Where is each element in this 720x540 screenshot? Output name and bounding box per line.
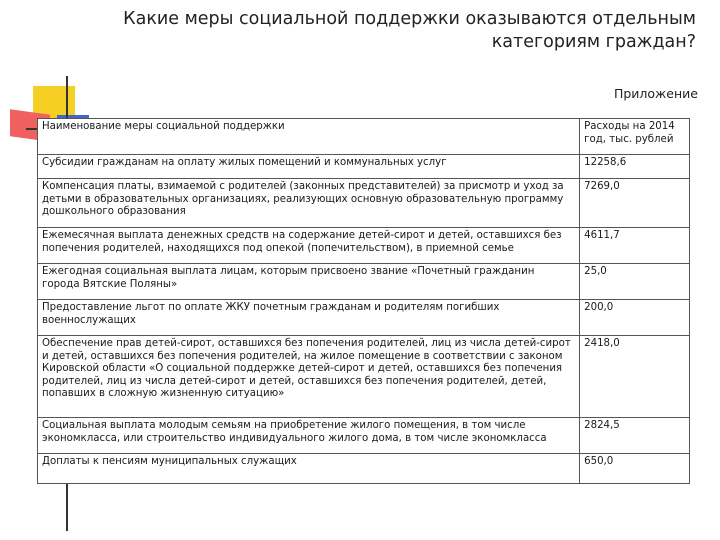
measure-value: 4611,7	[580, 228, 690, 264]
measure-value: 200,0	[580, 300, 690, 336]
measure-name: Субсидии гражданам на оплату жилых помещений и коммунальных услуг	[38, 155, 580, 179]
header-expenses: Расходы на 2014 год, тыс. рублей	[580, 119, 690, 155]
table-row	[38, 454, 690, 484]
measure-value: 12258,6	[580, 155, 690, 179]
slide-title: Какие меры социальной поддержки оказываются отдельным категориям граждан?	[123, 9, 696, 52]
support-measures-table	[37, 118, 690, 484]
table-row	[38, 228, 690, 264]
measure-name: Ежегодная социальная выплата лицам, которым присвоено звание «Почетный гражданин города Вятские Поляны»	[38, 264, 580, 300]
table-row	[38, 418, 690, 454]
measure-value: 7269,0	[580, 179, 690, 228]
measure-value: 25,0	[580, 264, 690, 300]
measure-value: 2418,0	[580, 336, 690, 418]
header-measure-name: Наименование меры социальной поддержки	[38, 119, 580, 155]
measure-name: Компенсация платы, взимаемой с родителей (законных представителей) за присмотр и уход за детьми в образовательных организациях, реализующих основную образовательную программу дошкольного образования	[38, 179, 580, 228]
measure-value: 650,0	[580, 454, 690, 484]
table-row	[38, 336, 690, 418]
table-row	[38, 300, 690, 336]
measure-name: Обеспечение прав детей-сирот, оставшихся без попечения родителей, лиц из числа детей-сирот и детей, оставшихся без попечения родителей, на жилое помещение в соответствии с законом Кировской области «О социальной поддержке детей-сирот и детей, оставшихся без попечения родителей, лиц из числа детей-сирот и детей, оставшихся без попечения родителей, детей, попавших в сложную жизненную ситуацию»	[38, 336, 580, 418]
appendix-label: Приложение	[613, 86, 698, 101]
table-row	[38, 264, 690, 300]
measure-name: Социальная выплата молодым семьям на приобретение жилого помещения, в том числе экономкласса, или строительство индивидуального жилого дома, в том числе экономкласса	[38, 418, 580, 454]
measure-name: Предоставление льгот по оплате ЖКУ почетным гражданам и родителям погибших военнослужащих	[38, 300, 580, 336]
measure-value: 2824,5	[580, 418, 690, 454]
measure-name: Доплаты к пенсиям муниципальных служащих	[38, 454, 580, 484]
table-header-row	[38, 119, 690, 155]
measure-name: Ежемесячная выплата денежных средств на содержание детей-сирот и детей, оставшихся без попечения родителей, находящихся под опекой (попечительством), в приемной семье	[38, 228, 580, 264]
table-row	[38, 155, 690, 179]
table-row	[38, 179, 690, 228]
